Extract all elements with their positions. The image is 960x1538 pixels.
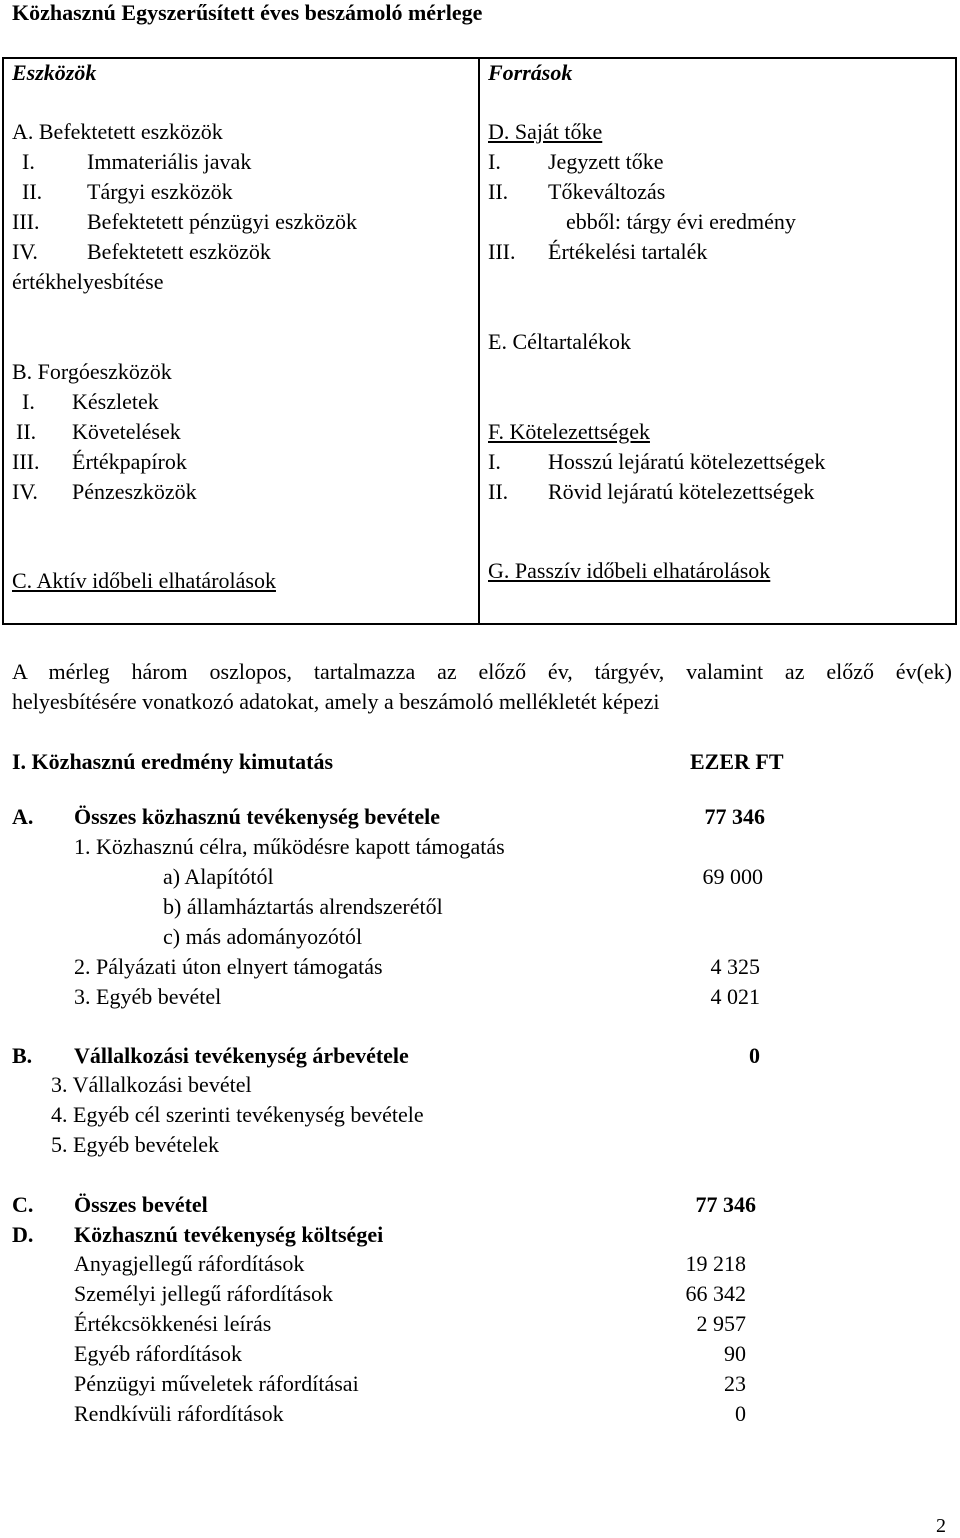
- row-label: 3. Vállalkozási bevétel: [51, 1072, 252, 1097]
- report-unit: EZER FT: [690, 749, 784, 774]
- row-value: 4 325: [710, 954, 760, 979]
- section-c-letter: C.: [12, 1192, 34, 1217]
- liability-line: E. Céltartalékok: [488, 329, 631, 354]
- row-label: b) államháztartás alrendszerétől: [163, 894, 443, 919]
- asset-line: értékhelyesbítése: [12, 269, 164, 294]
- cost-label: Anyagjellegű ráfordítások: [74, 1251, 305, 1276]
- asset-line: B. Forgóeszközök: [12, 359, 172, 384]
- section-a-value: 77 346: [704, 804, 765, 829]
- cost-label: Rendkívüli ráfordítások: [74, 1401, 284, 1426]
- section-c-value: 77 346: [695, 1192, 756, 1217]
- page-number: 2: [936, 1515, 946, 1537]
- section-a-letter: A.: [12, 804, 34, 829]
- section-b-value: 0: [749, 1043, 760, 1068]
- cost-value: 2 957: [696, 1311, 746, 1336]
- assets-accruals: C. Aktív időbeli elhatárolások: [12, 568, 276, 593]
- liability-line: I. Hosszú lejáratú kötelezettségek: [488, 449, 826, 474]
- section-b-label: Vállalkozási tevékenység árbevétele: [74, 1043, 409, 1068]
- row-label: 4. Egyéb cél szerinti tevékenység bevétele: [51, 1102, 424, 1127]
- liabilities-header: Források: [488, 60, 573, 85]
- cost-value: 90: [724, 1341, 746, 1366]
- asset-line: III. Befektetett pénzügyi eszközök: [12, 209, 358, 234]
- section-b-letter: B.: [12, 1043, 33, 1068]
- asset-line: II. Követelések: [16, 419, 181, 444]
- cost-value: 0: [735, 1401, 746, 1426]
- cost-label: Személyi jellegű ráfordítások: [74, 1281, 334, 1306]
- cost-value: 23: [724, 1371, 746, 1396]
- row-value: 69 000: [702, 864, 763, 889]
- asset-line: II. Tárgyi eszközök: [22, 179, 233, 204]
- row-label: 3. Egyéb bevétel: [74, 984, 222, 1009]
- section-c-label: Összes bevétel: [74, 1192, 208, 1217]
- note-line-1: A mérleg három oszlopos, tartalmazza az előző év, tárgyév, valamint az előző év(ek): [12, 659, 952, 684]
- row-value: 4 021: [710, 984, 760, 1009]
- row-label: 2. Pályázati úton elnyert támogatás: [74, 954, 383, 979]
- cost-label: Egyéb ráfordítások: [74, 1341, 242, 1366]
- asset-line: IV. Pénzeszközök: [12, 479, 197, 504]
- report-title: I. Közhasznú eredmény kimutatás: [12, 749, 334, 774]
- asset-line: A. Befektetett eszközök: [12, 119, 223, 144]
- row-label: c) más adományozótól: [163, 924, 363, 949]
- liability-line: III. Értékelési tartalék: [488, 239, 708, 264]
- row-label: 1. Közhasznú célra, működésre kapott támogatás: [74, 834, 505, 859]
- cost-value: 66 342: [685, 1281, 746, 1306]
- note-line-2: helyesbítésére vonatkozó adatokat, amely a beszámoló mellékletét képezi: [12, 689, 660, 714]
- section-d-label: Közhasznú tevékenység költségei: [74, 1222, 384, 1247]
- asset-line: I. Készletek: [22, 389, 159, 414]
- row-label: a) Alapítótól: [163, 864, 274, 889]
- page-title: Közhasznú Egyszerűsített éves beszámoló mérlege: [12, 0, 483, 25]
- liabilities-accruals: G. Passzív időbeli elhatárolások: [488, 558, 771, 583]
- asset-line: IV. Befektetett eszközök: [12, 239, 271, 264]
- balance-sheet-divider: [478, 57, 480, 625]
- liability-line: II. Rövid lejáratú kötelezettségek: [488, 479, 815, 504]
- asset-line: I. Immateriális javak: [22, 149, 252, 174]
- row-label: 5. Egyéb bevételek: [51, 1132, 219, 1157]
- liability-line: I. Jegyzett tőke: [488, 149, 664, 174]
- cost-label: Pénzügyi műveletek ráfordításai: [74, 1371, 359, 1396]
- asset-line: III. Értékpapírok: [12, 449, 187, 474]
- liability-line: D. Saját tőke: [488, 119, 603, 144]
- section-d-letter: D.: [12, 1222, 34, 1247]
- assets-header: Eszközök: [12, 60, 97, 85]
- liability-line: II. Tőkeváltozás: [488, 179, 666, 204]
- liability-line: F. Kötelezettségek: [488, 419, 650, 444]
- liability-line: ebből: tárgy évi eredmény: [566, 209, 796, 234]
- cost-value: 19 218: [685, 1251, 746, 1276]
- section-a-label: Összes közhasznú tevékenység bevétele: [74, 804, 441, 829]
- cost-label: Értékcsökkenési leírás: [74, 1311, 272, 1336]
